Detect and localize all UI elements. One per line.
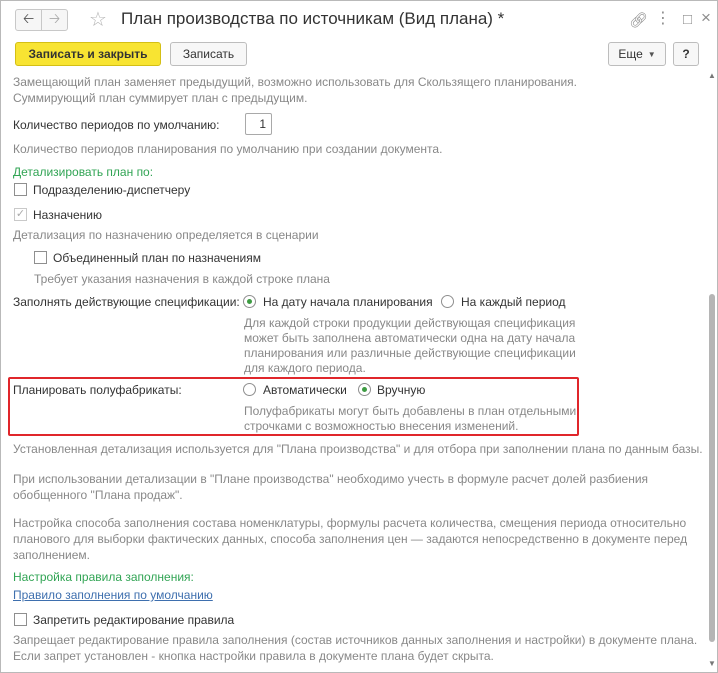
checkmark-icon: ✓ (15, 208, 26, 220)
sales-hint-line2: обобщенного "Плана продаж". (13, 488, 183, 502)
periods-input[interactable]: 1 (245, 113, 272, 135)
help-button[interactable]: ? (673, 42, 699, 66)
forbid-edit-label: Запретить редактирование правила (33, 613, 235, 627)
back-button[interactable] (15, 9, 42, 31)
by-purpose-checkbox[interactable] (14, 208, 27, 221)
back-arrow-icon: 🡠 (22, 10, 35, 26)
forward-button[interactable] (41, 9, 68, 31)
semi-radio-manual[interactable] (358, 383, 371, 396)
form-content (1, 69, 707, 672)
window-title: План производства по источникам (Вид плана) * (121, 9, 505, 28)
sales-hint-line1: При использовании детализации в "Плане производства" необходимо учесть в формуле расчет долей разбиения (13, 472, 649, 486)
fill-hint-line2: планового для выборки фактических данных, способа заполнения цен — задаются непосредственно в документе перед (13, 532, 688, 546)
vertical-scrollbar[interactable] (707, 69, 717, 672)
spec-hint-line3: планирования или различные действующие спецификации (244, 346, 576, 360)
more-button-label: Еще (618, 47, 643, 61)
spec-hint-line1: Для каждой строки продукции действующая спецификация (244, 316, 576, 330)
by-purpose-label: Назначению (33, 208, 102, 222)
rule-section-header: Настройка правила заполнения: (13, 570, 194, 584)
semi-radio-auto[interactable] (243, 383, 256, 396)
star-icon[interactable]: ☆ (89, 9, 107, 31)
combined-plan-label: Объединенный план по назначениям (53, 251, 261, 265)
scroll-up-icon[interactable]: ▲ (708, 71, 716, 80)
close-icon[interactable]: × (701, 8, 711, 27)
default-rule-link[interactable]: Правило заполнения по умолчанию (13, 588, 213, 602)
semi-products-label: Планировать полуфабрикаты: (13, 383, 182, 397)
save-button[interactable]: Записать (170, 42, 247, 66)
intro-hint-line1: Замещающий план заменяет предыдущий, возможно использовать для Скользящего планирования. (13, 75, 578, 89)
forward-arrow-icon: 🡢 (48, 10, 61, 26)
intro-hint-line2: Суммирующий план суммирует план с предыдущим. (13, 91, 308, 105)
semi-hint-line1: Полуфабрикаты могут быть добавлены в план отдельными (244, 404, 577, 418)
semi-option-auto: Автоматически (263, 383, 347, 397)
spec-hint-line4: для каждого периода. (244, 361, 366, 375)
spec-option-each-period: На каждый период (461, 295, 566, 309)
maximize-icon[interactable]: □ (683, 11, 693, 28)
forbid-hint-line1: Запрещает редактирование правила заполнения (состав источников данных заполнения и настройки) в документе плана. (13, 633, 698, 647)
link-icon[interactable]: 🔗︎ (629, 12, 649, 29)
combined-plan-hint: Требует указания назначения в каждой строке плана (34, 272, 330, 286)
spec-radio-each-period[interactable] (441, 295, 454, 308)
by-department-checkbox[interactable] (14, 183, 27, 196)
chevron-down-icon: ▼ (647, 49, 656, 59)
spec-option-start-date: На дату начала планирования (263, 295, 433, 309)
fill-hint-line3: заполнением. (13, 548, 90, 562)
purpose-hint: Детализация по назначению определяется в сценарии (13, 228, 319, 242)
semi-option-manual: Вручную (377, 383, 426, 397)
forbid-hint-line2: Если запрет установлен - кнопка настройки правила в документе плана будет скрыта. (13, 649, 494, 663)
by-department-label: Подразделению-диспетчеру (33, 183, 191, 197)
forbid-edit-checkbox[interactable] (14, 613, 27, 626)
more-button[interactable] (608, 42, 666, 66)
detail-usage-hint: Установленная детализация используется для "Плана производства" и для отбора при заполнении плана по данным базы. (13, 442, 703, 456)
more-icon[interactable]: ⋮ (655, 10, 671, 27)
periods-label: Количество периодов по умолчанию: (13, 118, 220, 132)
periods-hint: Количество периодов планирования по умолчанию при создании документа. (13, 142, 443, 156)
scrollbar-thumb[interactable] (709, 294, 715, 642)
combined-plan-checkbox[interactable] (34, 251, 47, 264)
fill-hint-line1: Настройка способа заполнения состава номенклатуры, формулы расчета количества, смещения периода относительно (13, 516, 687, 530)
spec-radio-start-date[interactable] (243, 295, 256, 308)
detail-section-header: Детализировать план по: (13, 165, 154, 179)
semi-hint-line2: строчками с возможностью внесения изменений. (244, 419, 519, 433)
spec-hint-line2: может быть заполнена автоматически одна на дату начала (244, 331, 576, 345)
title-bar (1, 1, 717, 39)
scroll-down-icon[interactable]: ▼ (708, 659, 716, 668)
save-and-close-button[interactable]: Записать и закрыть (15, 42, 161, 66)
spec-label: Заполнять действующие спецификации: (13, 295, 240, 309)
